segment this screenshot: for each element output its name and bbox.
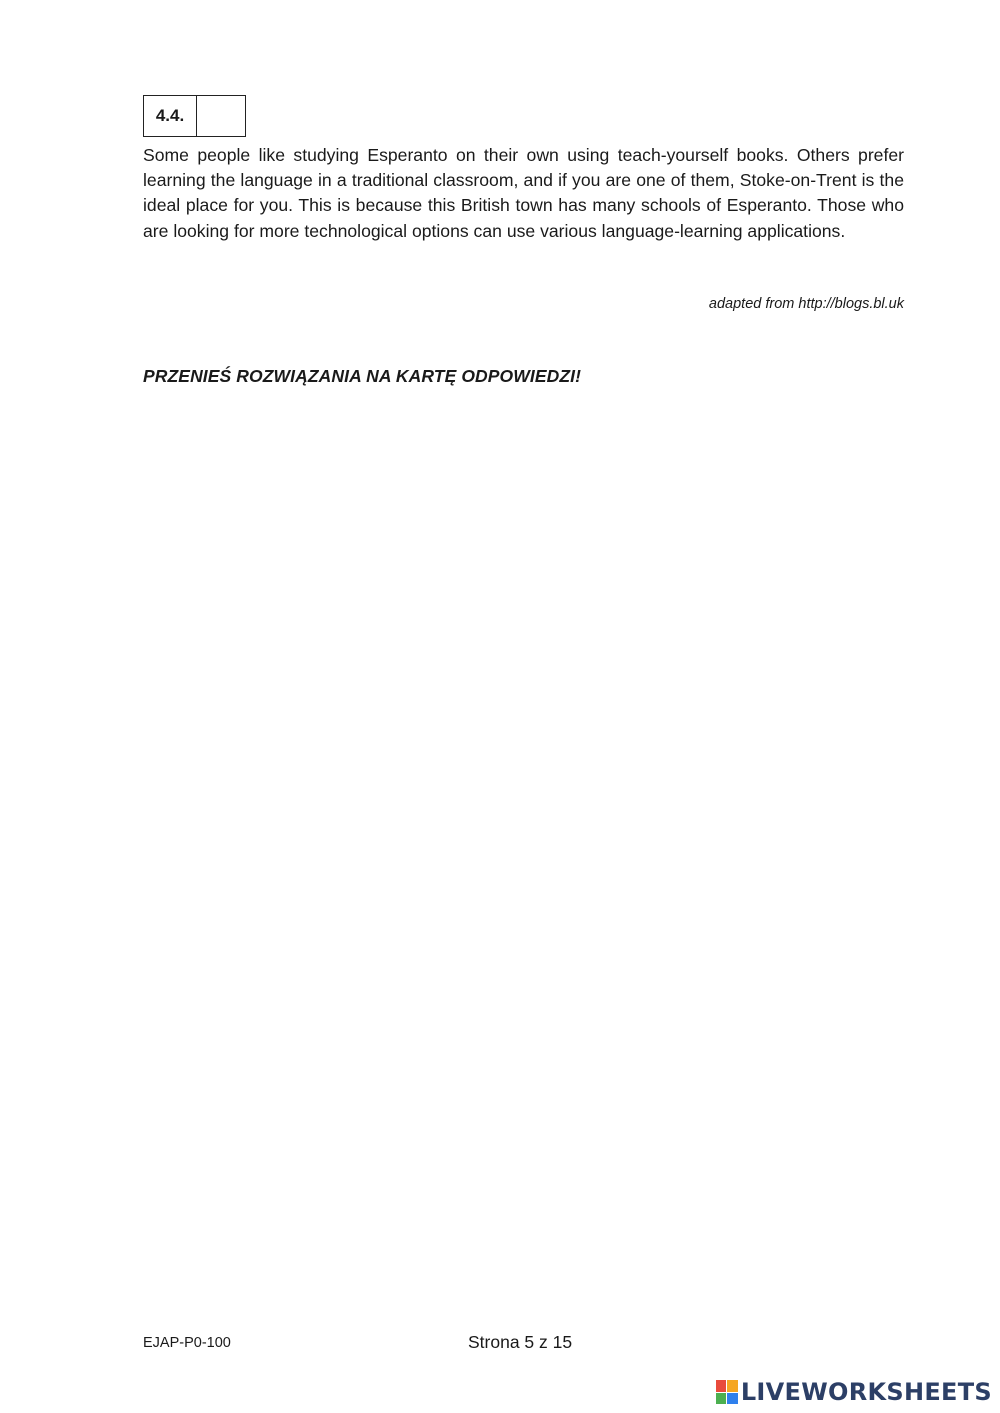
task-answer-field[interactable] xyxy=(197,96,245,136)
source-attribution: adapted from http://blogs.bl.uk xyxy=(708,296,904,312)
logo-tile xyxy=(727,1380,738,1392)
reading-passage: Some people like studying Esperanto on their own using teach-yourself books. Others prefer learning the language in a traditional classroom, and if you are one of them, Stoke-on-Trent is the ideal place for you. This is because this British town has many schools of Esperanto. Those who are looking for more technological options can use various language-learning applications. xyxy=(143,145,904,241)
task-number: 4.4. xyxy=(144,96,197,136)
logo-tile xyxy=(727,1393,738,1405)
task-number-box xyxy=(143,95,246,137)
transfer-instruction: PRZENIEŚ ROZWIĄZANIA NA KARTĘ ODPOWIEDZI! xyxy=(143,366,582,386)
liveworksheets-logo-icon xyxy=(716,1380,738,1404)
logo-tile xyxy=(716,1393,727,1405)
page-number: Strona 5 z 15 xyxy=(468,1332,573,1352)
exam-code: EJAP-P0-100 xyxy=(143,1335,231,1351)
logo-tile xyxy=(716,1380,727,1392)
watermark-brand: LIVEWORKSHEETS xyxy=(740,1378,992,1406)
liveworksheets-watermark xyxy=(716,1378,992,1406)
